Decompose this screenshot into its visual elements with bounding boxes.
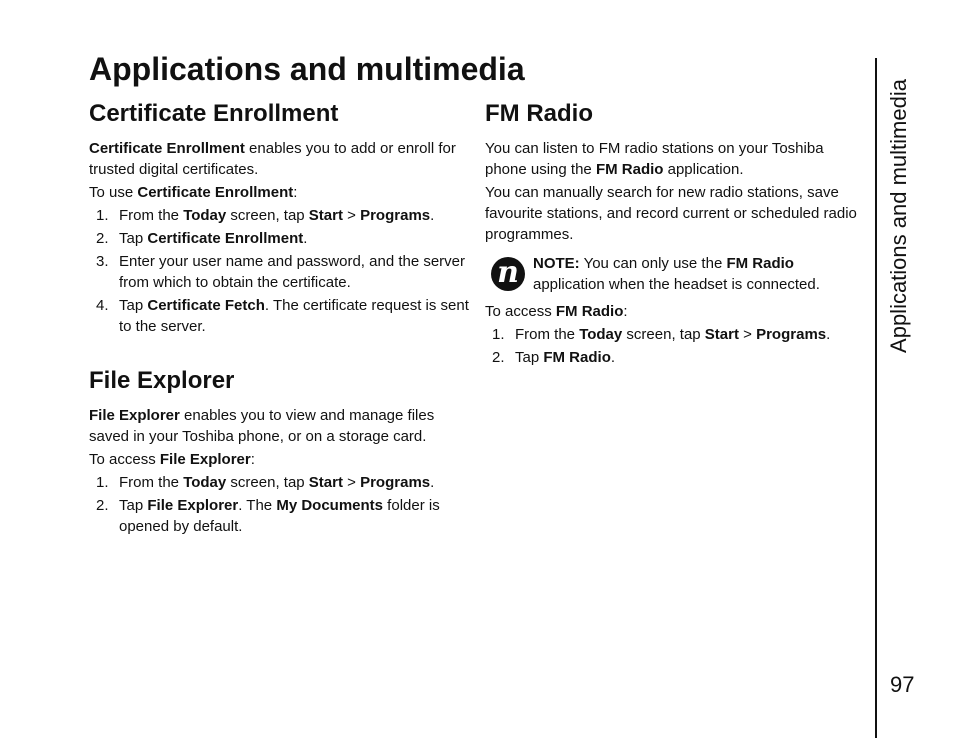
page-title: Applications and multimedia: [89, 51, 525, 87]
list-item: 2. Tap File Explorer. The My Documents folder is opened by default.: [96, 497, 440, 535]
list-item: 1. From the Today screen, tap Start > Programs.: [96, 207, 435, 224]
left-column: [89, 100, 469, 539]
certificate-enrollment-section: [89, 100, 469, 337]
certificate-enrollment-to-use: To use Certificate Enrollment:: [89, 184, 298, 201]
certificate-enrollment-intro: Certificate Enrollment enables you to add or enroll for trusted digital certificates.: [89, 140, 456, 178]
fm-radio-section: [485, 100, 865, 368]
list-item: 4. Tap Certificate Fetch. The certificate request is sent to the server.: [96, 297, 469, 335]
certificate-enrollment-steps: [89, 205, 469, 337]
fm-radio-steps: [485, 324, 865, 368]
page-number: 97: [890, 672, 915, 697]
list-item: 1. From the Today screen, tap Start > Programs.: [96, 474, 435, 491]
list-item: 3. Enter your user name and password, and the server from which to obtain the certificate.: [96, 253, 466, 291]
fm-radio-to-access: To access FM Radio:: [485, 303, 628, 320]
file-explorer-intro: File Explorer enables you to view and manage files saved in your Toshiba phone, or on a storage card.: [89, 407, 435, 445]
fm-radio-heading: FM Radio: [485, 100, 593, 127]
list-item: 2. Tap FM Radio.: [492, 349, 616, 366]
list-item: 2. Tap Certificate Enrollment.: [96, 230, 308, 247]
file-explorer-to-access: To access File Explorer:: [89, 451, 255, 468]
file-explorer-section: [89, 367, 469, 537]
file-explorer-heading: File Explorer: [89, 367, 235, 394]
side-tab: [884, 58, 914, 374]
side-tab-label: Applications and multimedia: [886, 79, 911, 353]
list-item: 1. From the Today screen, tap Start > Programs.: [492, 326, 831, 343]
note-box: [485, 253, 865, 295]
certificate-enrollment-heading: Certificate Enrollment: [89, 100, 339, 127]
note-icon: n: [491, 257, 525, 291]
side-divider: [875, 58, 877, 738]
fm-radio-description: You can manually search for new radio stations, save favourite stations, and record current or scheduled radio programmes.: [485, 184, 857, 243]
note-text: NOTE: You can only use the FM Radio application when the headset is connected.: [533, 255, 820, 293]
file-explorer-steps: [89, 472, 469, 537]
fm-radio-intro: You can listen to FM radio stations on your Toshiba phone using the FM Radio application.: [485, 140, 824, 178]
right-column: [485, 100, 865, 370]
